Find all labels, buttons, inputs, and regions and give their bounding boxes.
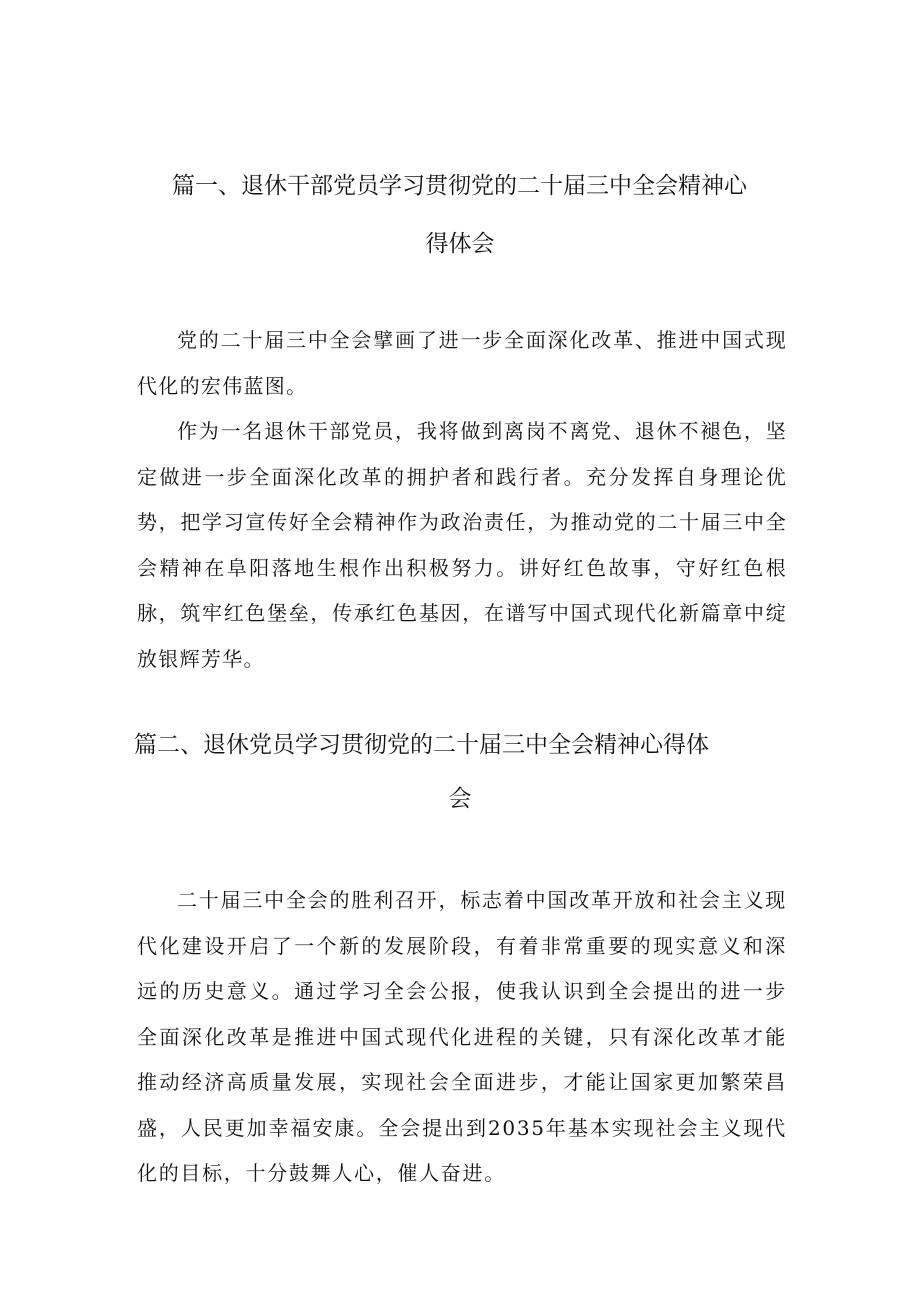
section2-title-line1: 篇二、退休党员学习贯彻党的二十届三中全会精神心得体 <box>134 732 709 758</box>
section1-paragraph-1: 党的二十届三中全会擘画了进一步全面深化改革、推进中国式现代化的宏伟蓝图。 <box>137 328 787 398</box>
section1-title-line2: 得体会 <box>425 231 495 257</box>
section1-title-line1: 篇一、退休干部党员学习贯彻党的二十届三中全会精神心 <box>172 173 747 199</box>
section1-paragraph-2: 作为一名退休干部党员，我将做到离岗不离党、退休不褪色，坚定做进一步全面深化改革的拥护者和践行者。充分发挥自身理论优势，把学习宣传好全会精神作为政治责任，为推动党的二十届三中全会精神在阜阳落地生根作出积极努力。讲好红色故事，守好红色根脉，筑牢红色堡垒，传承红色基因，在谱写中国式现代化新篇章中绽放银辉芳华。 <box>137 419 787 671</box>
section2-title-line2: 会 <box>448 786 472 812</box>
section2-paragraph-1: 二十届三中全会的胜利召开，标志着中国改革开放和社会主义现代化建设开启了一个新的发展阶段，有着非常重要的现实意义和深远的历史意义。通过学习全会公报，使我认识到全会提出的进一步全面深化改革是推进中国式现代化进程的关键，只有深化改革才能推动经济高质量发展，实现社会全面进步，才能让国家更加繁荣昌盛，人民更加幸福安康。全会提出到2035年基本实现社会主义现代化的目标，十分鼓舞人心，催人奋进。 <box>137 888 787 1185</box>
